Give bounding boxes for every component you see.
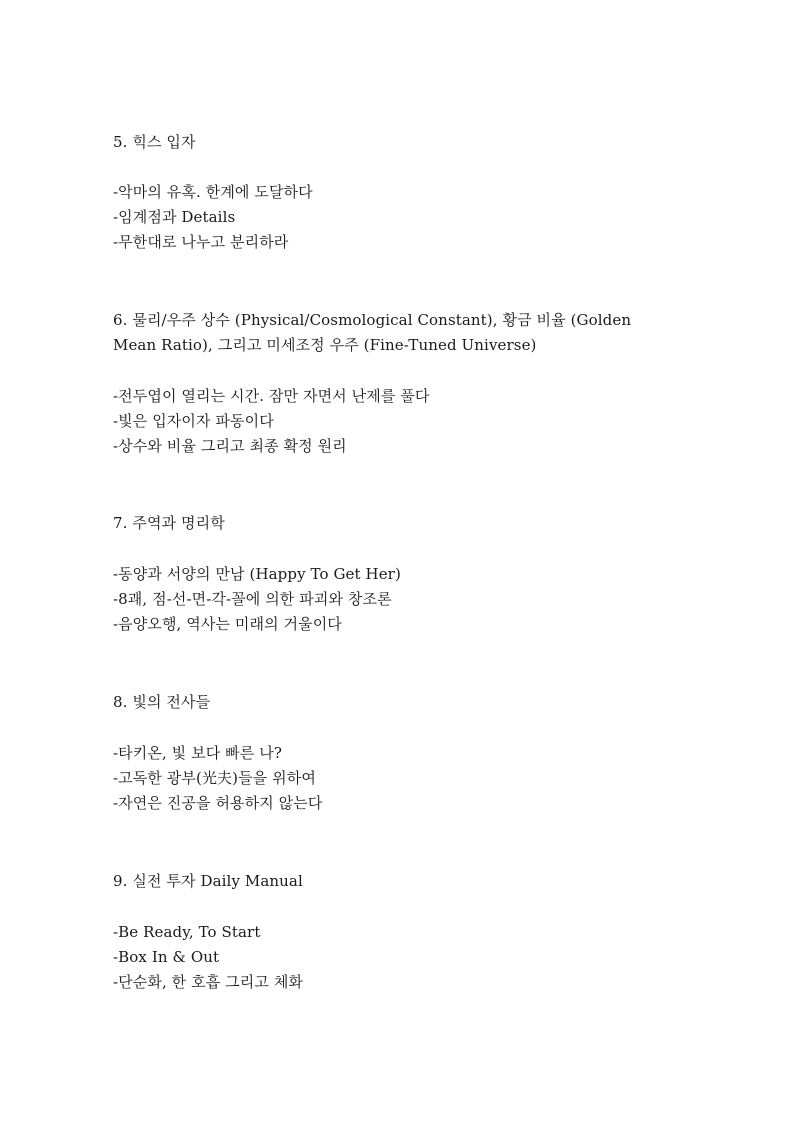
section-6-heading-line-1: 6. 물리/우주 상수 (Physical/Cosmological Constant), 황금 비율 (Golden — [113, 311, 632, 329]
section-8-item-3: -자연은 진공을 허용하지 않는다 — [113, 794, 323, 812]
section-9-item-3: -단순화, 한 호흡 그리고 체화 — [113, 973, 303, 991]
section-6-heading-line-2: Mean Ratio), 그리고 미세조정 우주 (Fine-Tuned Universe) — [113, 336, 537, 354]
section-5-heading: 5. 힉스 입자 — [113, 133, 196, 151]
section-7-item-2: -8괘, 점-선-면-각-꼴에 의한 파괴와 창조론 — [113, 590, 392, 608]
section-8-item-1: -타키온, 빛 보다 빠른 나? — [113, 744, 282, 762]
section-6-item-2: -빛은 입자이자 파동이다 — [113, 412, 274, 430]
section-5-item-3: -무한대로 나누고 분리하라 — [113, 233, 289, 251]
section-5-item-2: -임계점과 Details — [113, 208, 236, 226]
section-9-item-1: -Be Ready, To Start — [113, 923, 261, 941]
section-7-item-1: -동양과 서양의 만남 (Happy To Get Her) — [113, 565, 401, 583]
section-6-item-3: -상수와 비율 그리고 최종 확정 원리 — [113, 437, 347, 455]
section-9-heading: 9. 실전 투자 Daily Manual — [113, 872, 303, 890]
section-7-heading: 7. 주역과 명리학 — [113, 514, 225, 532]
section-7-item-3: -음양오행, 역사는 미래의 거울이다 — [113, 615, 342, 633]
section-9-item-2: -Box In & Out — [113, 948, 220, 966]
section-5-item-1: -악마의 유혹. 한계에 도달하다 — [113, 183, 313, 201]
section-8-heading: 8. 빛의 전사들 — [113, 693, 211, 711]
section-8-item-2: -고독한 광부(光夫)들을 위하여 — [113, 769, 316, 787]
section-6-item-1: -전두엽이 열리는 시간. 잠만 자면서 난제를 풀다 — [113, 387, 430, 405]
